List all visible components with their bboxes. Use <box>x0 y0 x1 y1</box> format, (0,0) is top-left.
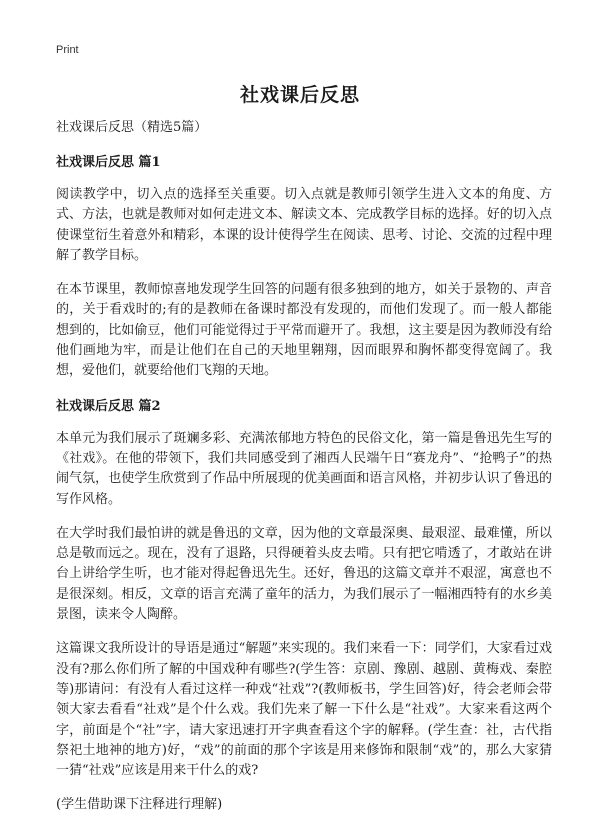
section-heading-1: 社戏课后反思 篇1 <box>56 155 161 170</box>
print-link[interactable]: Print <box>56 44 79 56</box>
section-1-paragraph-1: 阅读教学中，切入点的选择至关重要。切入点就是教师引领学生进入文本的角度、方式、方法，也就是教师对如何走进文本、解读文本、完成教学目标的选择。好的切入点使课堂衍生着意外和精彩，本课的设计使得学生在阅读、思考、讨论、交流的过程中理解了教学目标。 <box>56 187 552 263</box>
section-2-paragraph-3: 这篇课文我所设计的导语是通过“解题”来实现的。我们来看一下：同学们，大家看过戏没有?那么你们所了解的中国戏种有哪些?(学生答：京剧、豫剧、越剧、黄梅戏、秦腔等)那请问：有没有人看过这样一种戏“社戏”?(教师板书，学生回答)好，待会老师会带领大家去看看“社戏”是个什么戏。我们先来了解一下什么是“社戏”。大家来看这两个字，前面是个“社”字，请大家迅速打开字典查看这个字的解释。(学生查：社，古代指祭祀土地神的地方)好，“戏”的前面的那个字该是用来修饰和限制“戏”的，那么大家猜一猜“社戏”应该是用来干什么的戏? <box>56 641 552 779</box>
article-subtitle: 社戏课后反思（精选5篇） <box>56 120 208 135</box>
page-title: 社戏课后反思 <box>239 84 360 106</box>
article-body <box>56 118 552 815</box>
section-heading-2: 社戏课后反思 篇2 <box>56 398 161 414</box>
section-2-paragraph-2: 在大学时我们最怕讲的就是鲁迅的文章，因为他的文章最深奥、最艰涩、最难懂，所以总是敬而远之。现在，没有了退路，只得硬着头皮去啃。只有把它啃透了，才敢站在讲台上讲给学生听，也才能对得起鲁迅先生。还好，鲁迅的这篇文章并不艰涩，寓意也不是很深刻。相反，文章的语言充满了童年的活力，为我们展示了一幅湘西特有的水乡美景图，读来令人陶醉。 <box>56 525 552 623</box>
section-2-paragraph-1: 本单元为我们展示了斑斓多彩、充满浓郁地方特色的民俗文化，第一篇是鲁迅先生写的《社戏》。在他的带领下，我们共同感受到了湘西人民端午日“赛龙舟”、“抢鸭子”的热闹气氛，也使学生欣赏到了作品中所展现的优美画面和语言风格，并初步认识了鲁迅的写作风格。 <box>56 430 552 507</box>
section-1-paragraph-2: 在本节课里，教师惊喜地发现学生回答的问题有很多独到的地方，如关于景物的、声音的，关于看戏时的;有的是教师在备课时都没有发现的，而他们发现了。而一般人都能想到的，比如偷豆，他们可能觉得过于平常而避开了。我想，这主要是因为教师没有给他们画地为牢，而是让他们在自己的天地里翱翔，因而眼界和胸怀都变得宽阔了。我想，爱他们，就要给他们飞翔的天地。 <box>56 282 552 379</box>
student-note: (学生借助课下注释进行理解) <box>56 797 223 813</box>
